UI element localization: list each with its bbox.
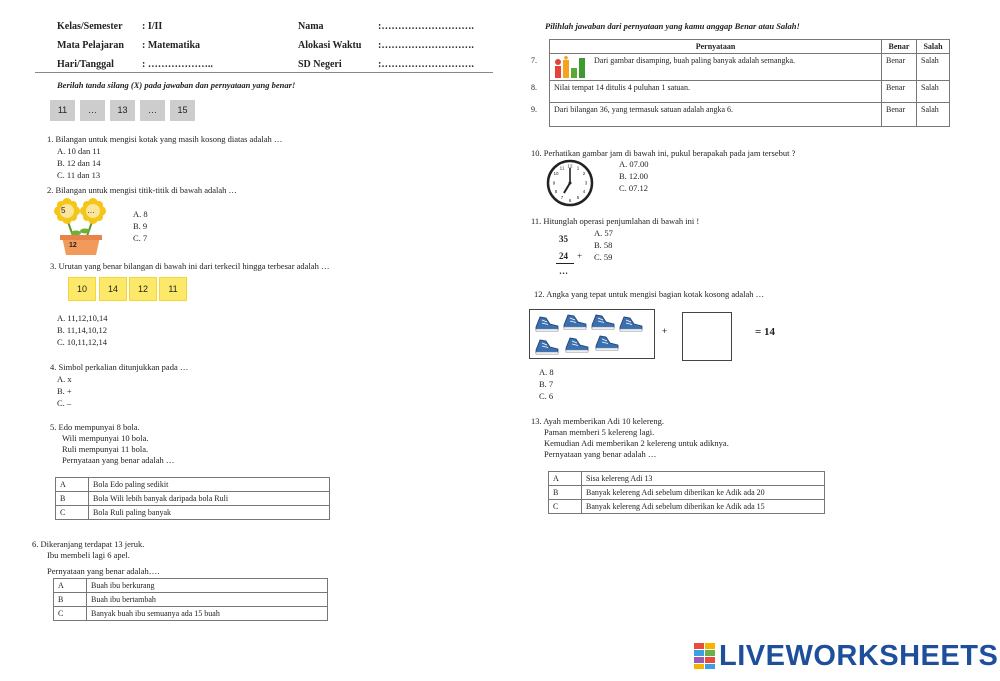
q3-option-c[interactable]: C. 10,11,12,14: [57, 337, 107, 347]
table-row[interactable]: B Banyak kelereng Adi sebelum diberikan ke Adik ada 20: [549, 486, 825, 500]
q11-option-a[interactable]: A. 57: [594, 228, 613, 238]
q13-line-1: 13. Ayah memberikan Adi 10 kelereng.: [531, 416, 665, 426]
q12-option-b[interactable]: B. 7: [539, 379, 554, 389]
svg-text:4: 4: [582, 189, 586, 194]
nama-value[interactable]: :……………………….: [378, 21, 474, 32]
q3-text: 3. Urutan yang benar bilangan di bawah ini dari terkecil hingga terbesar adalah …: [50, 261, 330, 271]
q6-line-2: Ibu membeli lagi 6 apel.: [47, 550, 130, 560]
salah-option[interactable]: Salah: [917, 103, 950, 127]
header-benar: Benar: [882, 40, 917, 54]
table-row: 8. Nilai tempat 14 ditulis 4 puluhan 1 satuan. Benar Salah: [527, 81, 950, 103]
alokasi-value[interactable]: :……………………….: [378, 40, 474, 51]
instruction-right: Pilihlah jawaban dari pernyataan yang kamu anggap Benar atau Salah!: [545, 21, 800, 31]
flower-right-number: …: [87, 206, 95, 215]
table-row[interactable]: A Sisa kelereng Adi 13: [549, 472, 825, 486]
logo-text: LIVEWORKSHEETS: [719, 639, 999, 672]
q10-text: 10. Perhatikan gambar jam di bawah ini, pukul berapakah pada jam tersebut ?: [531, 148, 796, 158]
q12-plus-sign: +: [662, 326, 668, 336]
clock-image: [546, 159, 594, 207]
alokasi-label: Alokasi Waktu: [298, 40, 362, 51]
svg-text:12: 12: [567, 163, 573, 169]
live-blocks-icon: [694, 643, 716, 669]
q5-line-2: Wili mempunyai 10 bola.: [62, 433, 149, 443]
svg-text:5: 5: [576, 195, 580, 200]
q13-line-4: Pernyataan yang benar adalah …: [544, 449, 657, 459]
q6-line-1: 6. Dikeranjang terdapat 13 jeruk.: [32, 539, 145, 549]
q12-option-a[interactable]: A. 8: [539, 367, 554, 377]
q11-text: 11. Hitunglah operasi penjumlahan di bawah ini !: [531, 216, 700, 226]
q1-option-b[interactable]: B. 12 dan 14: [57, 158, 101, 168]
q2-text: 2. Bilangan untuk mengisi titik-titik di bawah adalah …: [47, 185, 238, 195]
q12-option-c[interactable]: C. 6: [539, 391, 554, 401]
table-row[interactable]: B Buah ibu bertambah: [54, 593, 328, 607]
sequence-box-1: 11: [50, 100, 75, 121]
clock-icon: [546, 159, 594, 207]
table-row[interactable]: C Banyak kelereng Adi sebelum diberikan ke Adik ada 15: [549, 500, 825, 514]
q4-option-b[interactable]: B. +: [57, 386, 72, 396]
table-row[interactable]: A Buah ibu berkurang: [54, 579, 328, 593]
q5-table: [55, 477, 330, 520]
q2-option-b[interactable]: B. 9: [133, 221, 148, 231]
liveworksheets-logo: [694, 640, 998, 672]
q11-option-b[interactable]: B. 58: [594, 240, 613, 250]
pot-number: 12: [69, 242, 77, 249]
header-pernyataan: Pernyataan: [550, 40, 882, 54]
mapel-value: : Matematika: [142, 40, 201, 51]
svg-text:11: 11: [559, 165, 565, 171]
q3-box-4: 11: [159, 277, 187, 301]
flower-pot-icon: [50, 197, 112, 257]
q4-option-c[interactable]: C. –: [57, 398, 72, 408]
q13-table: [548, 471, 825, 514]
q11-result[interactable]: …: [559, 266, 568, 276]
sequence-box-5: 15: [170, 100, 195, 121]
empty-answer-box[interactable]: [682, 312, 732, 361]
hari-label: Hari/Tanggal: [57, 59, 114, 70]
fruit-chart-icon: [554, 56, 588, 78]
q4-option-a[interactable]: A. x: [57, 374, 72, 384]
q3-option-a[interactable]: A. 11,12,10,14: [57, 313, 108, 323]
q1-option-a[interactable]: A. 10 dan 11: [57, 146, 101, 156]
shoe-icon: [530, 310, 654, 358]
table-row[interactable]: C Bola Ruli paling banyak: [56, 506, 330, 520]
true-false-table: [527, 39, 950, 127]
sd-value[interactable]: :……………………….: [378, 59, 474, 70]
q10-option-b[interactable]: B. 12.00: [619, 171, 649, 181]
benar-option[interactable]: Benar: [882, 81, 917, 103]
q3-box-3: 12: [129, 277, 157, 301]
svg-text:7: 7: [560, 195, 564, 200]
shoes-box: [529, 309, 655, 359]
table-row[interactable]: B Bola Wili lebih banyak daripada bola Ruli: [56, 492, 330, 506]
hari-value[interactable]: : ………………..: [142, 59, 213, 70]
benar-option[interactable]: Benar: [882, 54, 917, 81]
q1-text: 1. Bilangan untuk mengisi kotak yang masih kosong diatas adalah …: [47, 134, 283, 144]
q3-option-b[interactable]: B. 11,14,10,12: [57, 325, 107, 335]
table-row: 9. Dari bilangan 36, yang termasuk satuan adalah angka 6. Benar Salah: [527, 103, 950, 127]
q13-line-3: Kemudian Adi memberikan 2 kelereng untuk adiknya.: [544, 438, 729, 448]
q11-option-c[interactable]: C. 59: [594, 252, 613, 262]
svg-text:3: 3: [584, 180, 588, 186]
flower-pot-image: [50, 197, 112, 257]
q5-line-1: 5. Edo mempunyai 8 bola.: [50, 422, 140, 432]
nama-label: Nama: [298, 21, 324, 32]
q11-bottom-number: 24: [559, 251, 568, 261]
svg-text:9: 9: [552, 180, 556, 186]
salah-option[interactable]: Salah: [917, 54, 950, 81]
q11-plus-sign: +: [577, 251, 583, 261]
sequence-box-2: …: [80, 100, 105, 121]
q2-option-c[interactable]: C. 7: [133, 233, 148, 243]
sd-label: SD Negeri: [298, 59, 342, 70]
instruction-left: Berilah tanda silang (X) pada jawaban dan pernyataan yang benar!: [57, 80, 296, 90]
q12-equals: = 14: [755, 326, 776, 338]
svg-text:10: 10: [553, 171, 559, 176]
header-divider: [35, 72, 493, 73]
q13-line-2: Paman memberi 5 kelereng lagi.: [544, 427, 655, 437]
sum-line: [556, 263, 574, 264]
q1-option-c[interactable]: C. 11 dan 13: [57, 170, 101, 180]
q2-option-a[interactable]: A. 8: [133, 209, 148, 219]
q12-text: 12. Angka yang tepat untuk mengisi bagian kotak kosong adalah …: [534, 289, 765, 299]
mapel-label: Mata Pelajaran: [57, 40, 124, 51]
q10-option-c[interactable]: C. 07.12: [619, 183, 649, 193]
flower-left-number: 5: [61, 206, 66, 215]
header-salah: Salah: [917, 40, 950, 54]
table-row[interactable]: A Bola Edo paling sedikit: [56, 478, 330, 492]
table-row: 7. Dari gambar disamping, buah paling banyak adalah semangka. Benar Salah: [527, 54, 950, 81]
salah-option[interactable]: Salah: [917, 81, 950, 103]
benar-option[interactable]: Benar: [882, 103, 917, 127]
svg-text:6: 6: [568, 198, 572, 203]
q3-box-2: 14: [99, 277, 127, 301]
kelas-label: Kelas/Semester: [57, 21, 123, 32]
sequence-box-4: …: [140, 100, 165, 121]
q10-option-a[interactable]: A. 07.00: [619, 159, 649, 169]
q6-table: [53, 578, 328, 621]
sequence-box-3: 13: [110, 100, 135, 121]
q11-top-number: 35: [559, 234, 568, 244]
q4-text: 4. Simbol perkalian ditunjukkan pada …: [50, 362, 189, 372]
q3-box-1: 10: [68, 277, 96, 301]
svg-text:8: 8: [554, 189, 558, 194]
q5-line-4: Pernyataan yang benar adalah …: [62, 455, 175, 465]
svg-text:2: 2: [582, 171, 586, 176]
q5-line-3: Ruli mempunyai 11 bola.: [62, 444, 149, 454]
kelas-value: : I/II: [142, 21, 163, 32]
q6-line-3: Pernyataan yang benar adalah….: [47, 566, 160, 576]
table-row[interactable]: C Banyak buah ibu semuanya ada 15 buah: [54, 607, 328, 621]
svg-text:1: 1: [576, 165, 580, 171]
